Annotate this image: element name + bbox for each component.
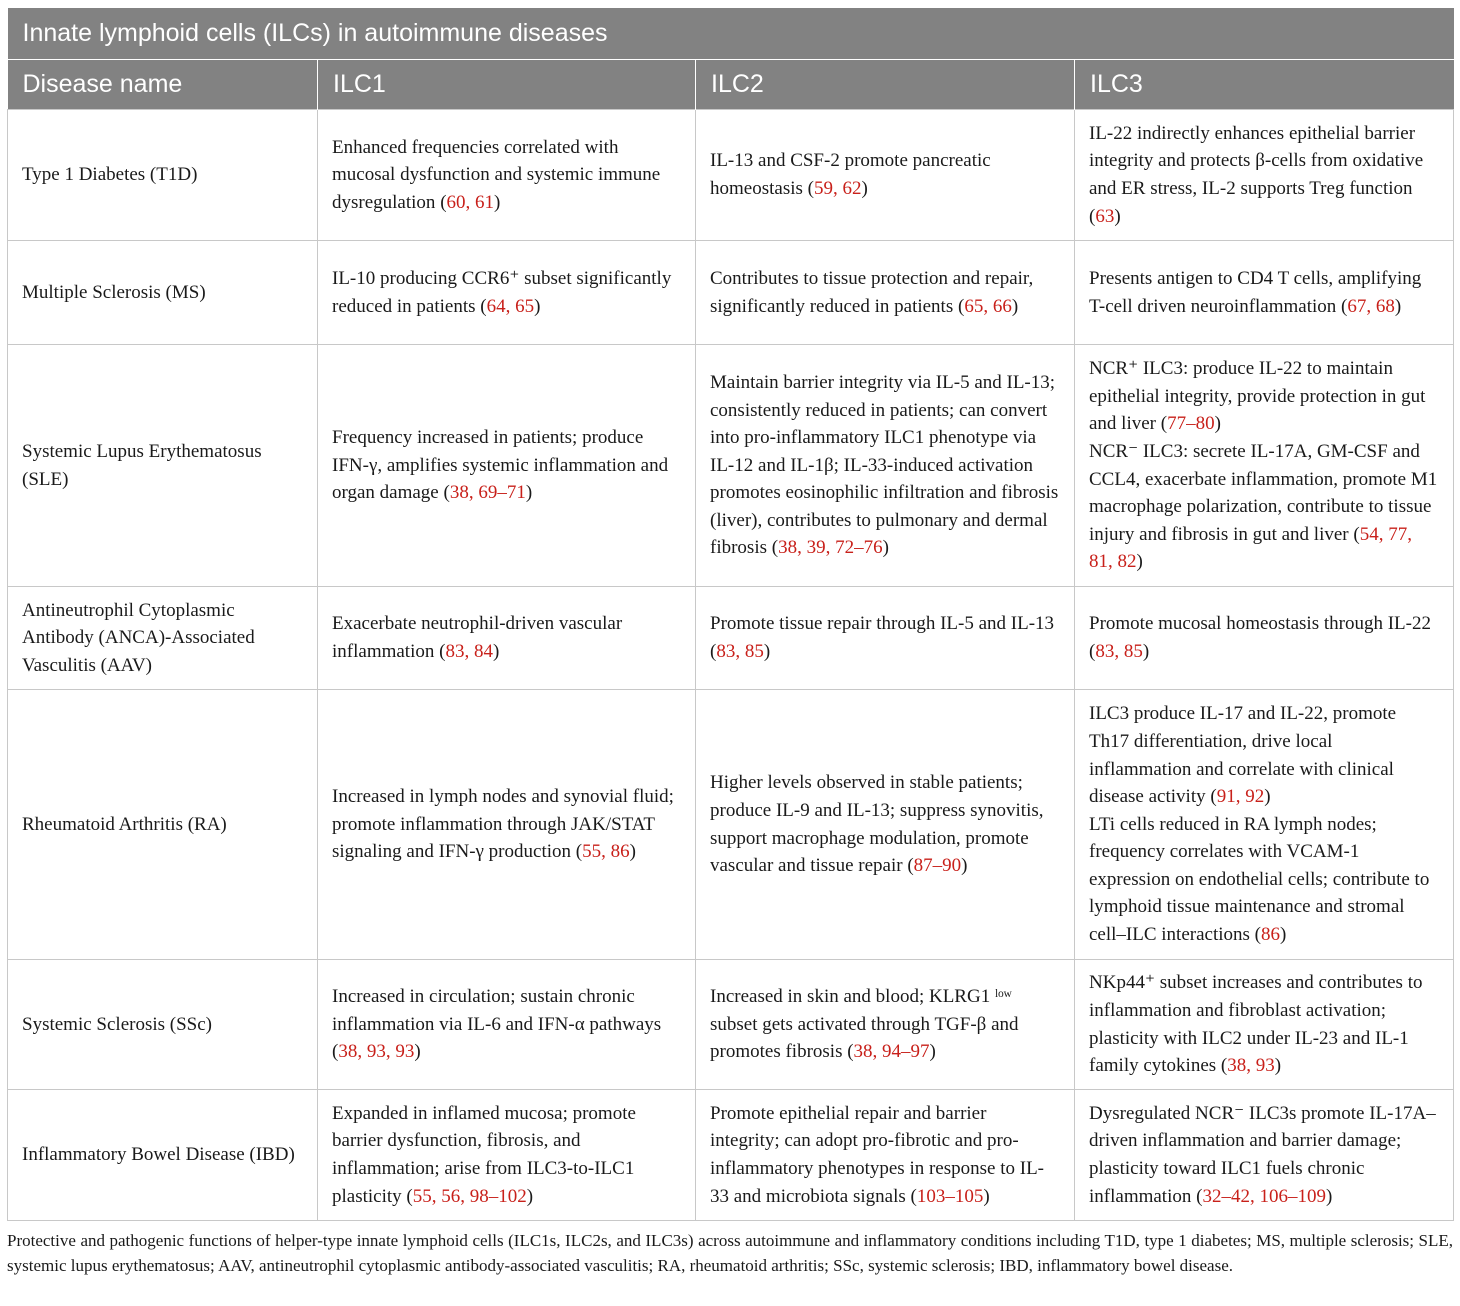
disease-cell: Inflammatory Bowel Disease (IBD): [8, 1090, 318, 1221]
disease-cell: Systemic Lupus Erythematosus (SLE): [8, 345, 318, 587]
disease-cell: Antineutrophil Cytoplasmic Antibody (ANCA)-Associated Vasculitis (AAV): [8, 587, 318, 690]
reference-link[interactable]: 91, 92: [1216, 786, 1265, 808]
reference-link[interactable]: 38, 69–71: [449, 482, 526, 504]
reference-link[interactable]: 60, 61: [446, 191, 495, 213]
reference-link[interactable]: 54, 77, 81, 82: [1089, 523, 1412, 573]
table-container: [7, 8, 1453, 1221]
ilc1-cell: Enhanced frequencies correlated with mucosal dysfunction and systemic immune dysregulation (60, 61): [318, 110, 696, 241]
table-row: [8, 241, 1454, 345]
ilc3-paragraph: NCR⁻ ILC3: secrete IL-17A, GM-CSF and CCL4, exacerbate inflammation, promote M1 macrophage polarization, contribute to tissue injury and fibrosis in gut and liver (54, 77, 81, 82): [1089, 440, 1438, 573]
ilc1-cell: Expanded in inflamed mucosa; promote barrier dysfunction, fibrosis, and inflammation; arise from ILC3-to-ILC1 plasticity (55, 56, 98–102): [318, 1090, 696, 1221]
ilc3-paragraph: NCR⁺ ILC3: produce IL-22 to maintain epithelial integrity, provide protection in gut and liver (77–80): [1089, 358, 1426, 435]
table-footnote: Protective and pathogenic functions of helper-type innate lymphoid cells (ILC1s, ILC2s, and ILC3s) across autoimmune and inflammatory conditions including T1D, type 1 diabetes; MS, multiple sclerosis; SLE, systemic lupus erythematosus; AAV, antineutrophil cytoplasmic antibody-associated vasculitis; RA, rheumatoid arthritis; SSc, systemic sclerosis; IBD, inflammatory bowel disease.: [7, 1231, 1453, 1275]
ilc3-cell: [1075, 345, 1454, 587]
reference-link[interactable]: 83, 85: [1095, 641, 1143, 662]
ilc1-cell: IL-10 producing CCR6⁺ subset significantly reduced in patients (64, 65): [318, 241, 696, 345]
ilc2-cell: Higher levels observed in stable patients; produce IL-9 and IL-13; suppress synovitis, support macrophage modulation, promote vascular and tissue repair (87–90): [696, 690, 1075, 960]
disease-cell: Systemic Sclerosis (SSc): [8, 960, 318, 1090]
header-ilc3: ILC3: [1075, 60, 1454, 110]
ilc2-cell: Contributes to tissue protection and repair, significantly reduced in patients (65, 66): [696, 241, 1075, 345]
reference-link[interactable]: 38, 93: [1227, 1055, 1275, 1077]
ilc1-cell: Frequency increased in patients; produce IFN-γ, amplifies systemic inflammation and organ damage (38, 69–71): [318, 345, 696, 587]
table-row: [8, 960, 1454, 1090]
reference-link[interactable]: 64, 65: [486, 295, 535, 317]
ilc1-cell: Increased in circulation; sustain chronic inflammation via IL-6 and IFN-α pathways (38, 93, 93): [318, 960, 696, 1090]
disease-cell: Type 1 Diabetes (T1D): [8, 110, 318, 241]
ilc3-cell: NKp44⁺ subset increases and contributes to inflammation and fibroblast activation; plasticity with ILC2 under IL-23 and IL-1 family cytokines (38, 93): [1075, 960, 1454, 1090]
disease-cell: Multiple Sclerosis (MS): [8, 241, 318, 345]
ilc3-paragraph: ILC3 produce IL-17 and IL-22, promote Th17 differentiation, drive local inflammation and correlate with clinical disease activity (91, 92): [1089, 703, 1397, 808]
reference-link[interactable]: 86: [1261, 924, 1280, 946]
table-row: [8, 110, 1454, 241]
ilc2-cell: Maintain barrier integrity via IL-5 and IL-13; consistently reduced in patients; can convert into pro-inflammatory ILC1 phenotype via IL-12 and IL-1β; IL-33-induced activation promotes eosinophilic infiltration and fibrosis (liver), contributes to pulmonary and dermal fibrosis (38, 39, 72–76): [696, 345, 1075, 587]
table-row: [8, 690, 1454, 960]
reference-link[interactable]: 67, 68: [1347, 295, 1395, 317]
ilc3-cell: Presents antigen to CD4 T cells, amplifying T-cell driven neuroinflammation (67, 68): [1075, 241, 1454, 345]
ilc3-paragraph: LTi cells reduced in RA lymph nodes; frequency correlates with VCAM-1 expression on endothelial cells; contribute to lymphoid tissue maintenance and stromal cell–ILC interactions (86): [1089, 813, 1430, 946]
ilc2-cell: Increased in skin and blood; KLRG1 ˡᵒʷ subset gets activated through TGF-β and promotes fibrosis (38, 94–97): [696, 960, 1075, 1090]
reference-link[interactable]: 65, 66: [964, 295, 1012, 317]
reference-link[interactable]: 77–80: [1167, 413, 1215, 435]
reference-link[interactable]: 103–105: [916, 1185, 984, 1207]
table-title: Innate lymphoid cells (ILCs) in autoimmune diseases: [8, 8, 1454, 60]
ilc2-cell: IL-13 and CSF-2 promote pancreatic homeostasis (59, 62): [696, 110, 1075, 241]
ilc2-cell: Promote tissue repair through IL-5 and IL-13 (83, 85): [696, 587, 1075, 690]
reference-link[interactable]: 55, 56, 98–102: [412, 1185, 527, 1207]
header-disease-name: Disease name: [8, 60, 318, 110]
reference-link[interactable]: 38, 94–97: [853, 1041, 930, 1063]
reference-link[interactable]: 38, 39, 72–76: [778, 537, 883, 559]
table-row: [8, 345, 1454, 587]
header-ilc2: ILC2: [696, 60, 1075, 110]
header-ilc1: ILC1: [318, 60, 696, 110]
reference-link[interactable]: 63: [1095, 205, 1115, 227]
disease-cell: Rheumatoid Arthritis (RA): [8, 690, 318, 960]
header-row: [8, 60, 1454, 110]
reference-link[interactable]: 83, 85: [716, 641, 764, 662]
ilc3-cell: IL-22 indirectly enhances epithelial barrier integrity and protects β-cells from oxidative and ER stress, IL-2 supports Treg function (63): [1075, 110, 1454, 241]
reference-link[interactable]: 87–90: [913, 855, 962, 877]
reference-link[interactable]: 83, 84: [445, 641, 493, 662]
ilc3-cell: Promote mucosal homeostasis through IL-22 (83, 85): [1075, 587, 1454, 690]
reference-link[interactable]: 38, 93, 93: [338, 1041, 415, 1063]
ilc-table: [7, 8, 1454, 1221]
ilc3-cell: [1075, 690, 1454, 960]
ilc1-cell: Exacerbate neutrophil-driven vascular inflammation (83, 84): [318, 587, 696, 690]
table-row: [8, 587, 1454, 690]
reference-link[interactable]: 55, 86: [582, 841, 630, 863]
table-row: [8, 1090, 1454, 1221]
ilc3-cell: Dysregulated NCR⁻ ILC3s promote IL-17A–driven inflammation and barrier damage; plasticity toward ILC1 fuels chronic inflammation (32–42, 106–109): [1075, 1090, 1454, 1221]
ilc1-cell: Increased in lymph nodes and synovial fluid; promote inflammation through JAK/STAT signaling and IFN-γ production (55, 86): [318, 690, 696, 960]
ilc2-cell: Promote epithelial repair and barrier integrity; can adopt pro-fibrotic and pro-inflammatory phenotypes in response to IL-33 and microbiota signals (103–105): [696, 1090, 1075, 1221]
reference-link[interactable]: 59, 62: [813, 178, 862, 199]
reference-link[interactable]: 32–42, 106–109: [1202, 1185, 1326, 1207]
